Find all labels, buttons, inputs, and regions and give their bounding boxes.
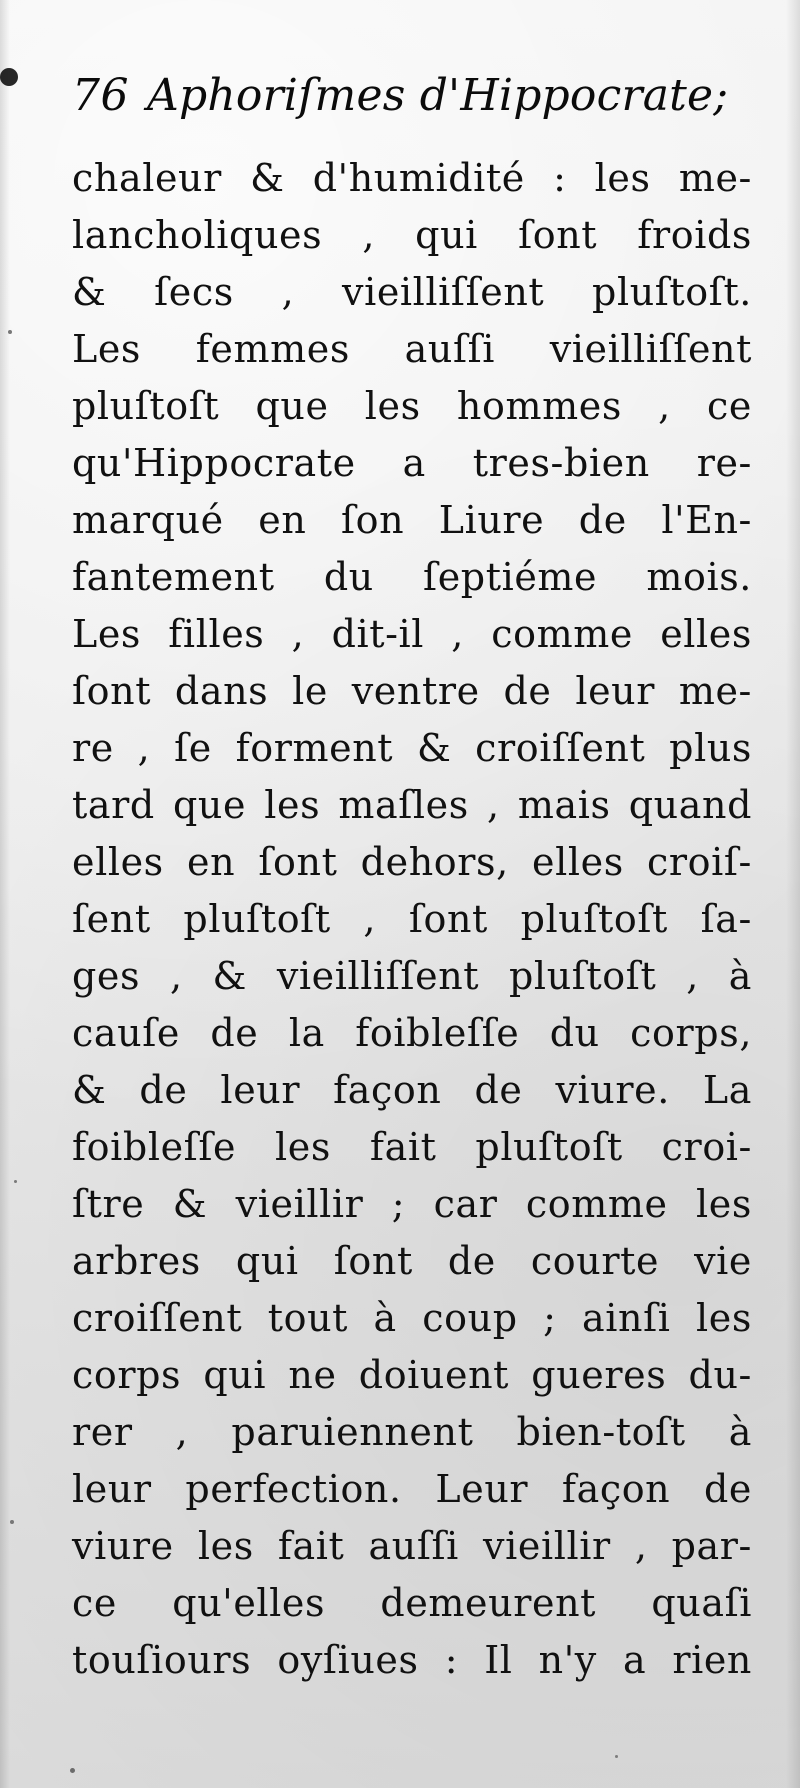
- text-line: touſiours oyſiues : Il n'y a rien: [72, 1638, 752, 1682]
- text-line: viure les fait auſſi vieillir , par-: [72, 1524, 752, 1568]
- text-line: Les filles , dit-il , comme elles: [72, 612, 752, 656]
- text-line: re , ſe forment & croiſſent plus: [72, 726, 752, 770]
- text-line: Les femmes auſſi vieilliſſent: [72, 327, 752, 371]
- ink-speck: [10, 1520, 14, 1524]
- text-line: pluſtoſt que les hommes , ce: [72, 384, 752, 428]
- text-line: & ſecs , vieilliſſent pluſtoſt.: [72, 270, 752, 314]
- text-line: arbres qui ſont de courte vie: [72, 1239, 752, 1283]
- text-line: ges , & vieilliſſent pluſtoſt , à: [72, 954, 752, 998]
- ink-speck: [615, 1755, 618, 1758]
- page-number: 76: [72, 70, 129, 121]
- ink-speck: [14, 1180, 17, 1183]
- text-line: & de leur façon de viure. La: [72, 1068, 752, 1112]
- text-line: fantement du ſeptiéme mois.: [72, 555, 752, 599]
- text-line: elles en ſont dehors, elles croiſ-: [72, 840, 752, 884]
- text-line: marqué en ſon Liure de l'En-: [72, 498, 752, 542]
- text-line: ce qu'elles demeurent quaſi: [72, 1581, 752, 1625]
- text-line: ſont dans le ventre de leur me-: [72, 669, 752, 713]
- text-line: cauſe de la foibleſſe du corps,: [72, 1011, 752, 1055]
- text-line: corps qui ne doiuent gueres du-: [72, 1353, 752, 1397]
- text-line: qu'Hippocrate a tres-bien re-: [72, 441, 752, 485]
- running-head: Aphoriſmes d'Hippocrate;: [147, 70, 729, 121]
- body-text: [72, 150, 752, 1689]
- text-line: croiſſent tout à coup ; ainſi les: [72, 1296, 752, 1340]
- ink-speck: [8, 330, 12, 334]
- text-line: lancholiques , qui ſont froids: [72, 213, 752, 257]
- text-line: rer , paruiennent bien-toſt à: [72, 1410, 752, 1454]
- page-header: [72, 70, 752, 140]
- text-line: ſent pluſtoſt , ſont pluſtoſt ſa-: [72, 897, 752, 941]
- ink-speck: [70, 1768, 75, 1773]
- text-line: foibleſſe les fait pluſtoſt croi-: [72, 1125, 752, 1169]
- ink-blot: [0, 68, 18, 86]
- text-line: leur perfection. Leur façon de: [72, 1467, 752, 1511]
- text-line: ſtre & vieillir ; car comme les: [72, 1182, 752, 1226]
- text-line: tard que les maſles , mais quand: [72, 783, 752, 827]
- text-line: chaleur & d'humidité : les me-: [72, 156, 752, 200]
